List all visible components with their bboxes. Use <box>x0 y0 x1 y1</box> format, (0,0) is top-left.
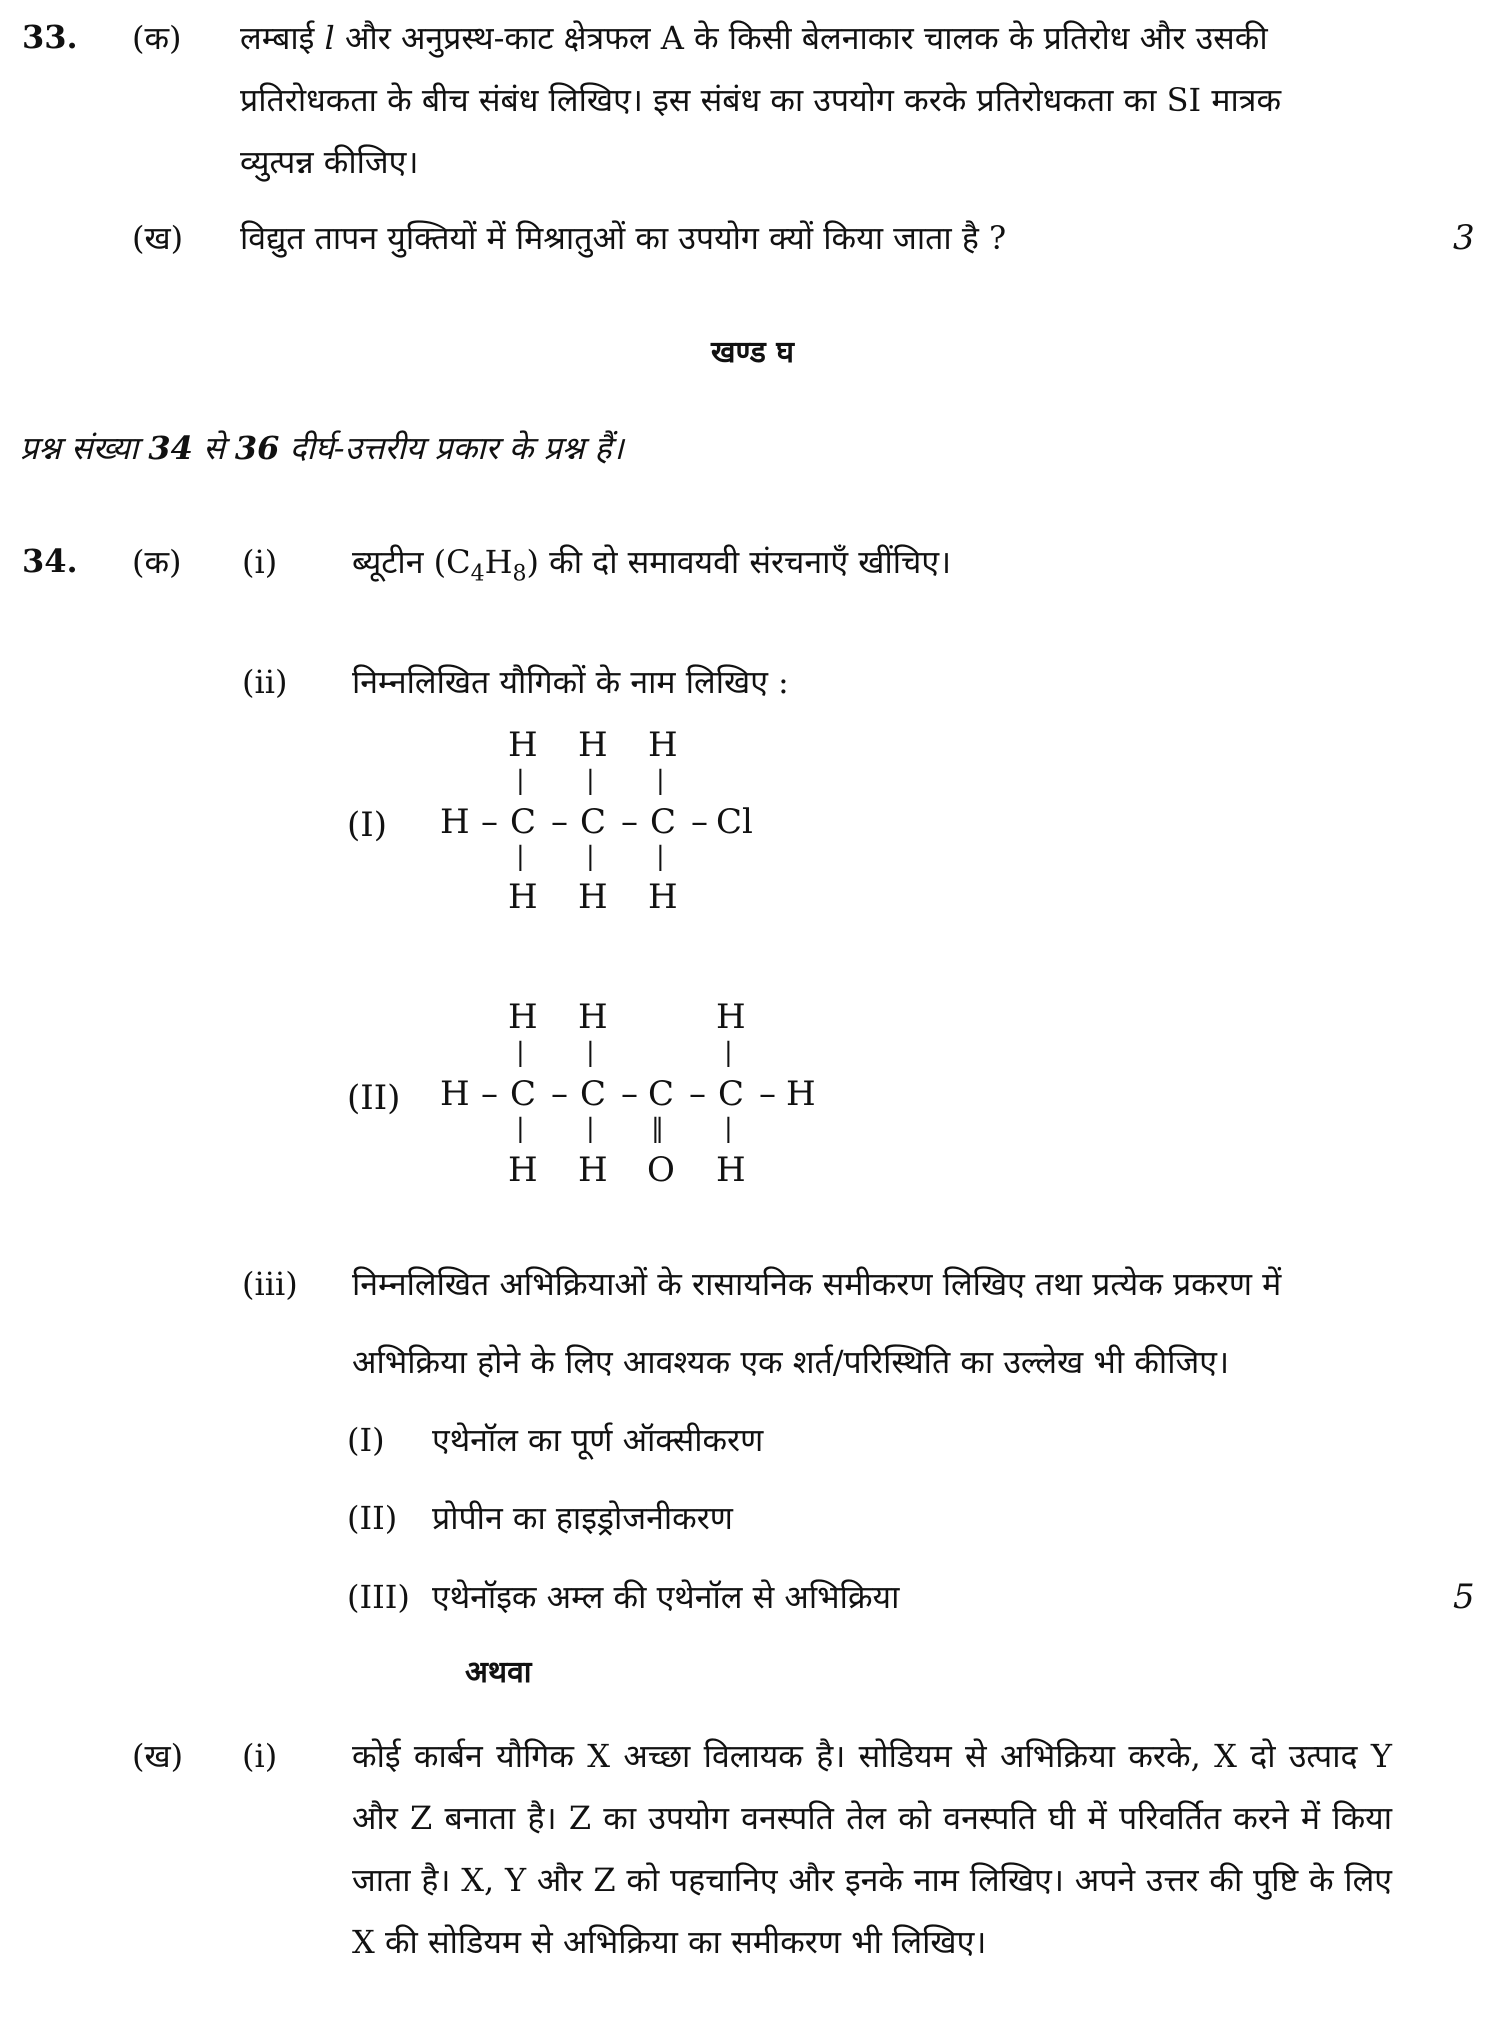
compound-1-chain-h: H <box>440 802 470 842</box>
compound-1-bond-up-3: | <box>656 766 665 796</box>
butene-post: ) की दो समावयवी संरचनाएँ खींचिए। <box>526 543 952 581</box>
instruction-mid: से <box>192 429 235 467</box>
compound-1-carbon-2: C <box>580 802 607 842</box>
compound-2-bond-2: – <box>551 1074 568 1114</box>
q34-b-i-label: (i) <box>242 1737 278 1775</box>
compound-1-bond-down-2: | <box>586 842 595 872</box>
compound-2-double-bond: ‖ <box>651 1114 664 1144</box>
compound-2-bond-down-2: | <box>586 1114 595 1144</box>
compound-1-label: (I) <box>347 805 387 845</box>
compound-2-bottom-h-4: H <box>716 1150 746 1190</box>
reaction-2-text: प्रोपीन का हाइड्रोजनीकरण <box>432 1499 733 1537</box>
instruction-pre: प्रश्न संख्या <box>20 429 149 467</box>
q33-part-a-line2: प्रतिरोधकता के बीच संबंध लिखिए। इस संबंध का उपयोग करके प्रतिरोधकता का SI मात्रक <box>240 81 1282 119</box>
compound-2-bond-1: – <box>481 1074 498 1114</box>
reaction-1-text: एथेनॉल का पूर्ण ऑक्सीकरण <box>432 1421 764 1459</box>
q34-a-i-text <box>352 542 951 594</box>
compound-2-bond-up-2: | <box>586 1038 595 1068</box>
compound-2-carbon-1: C <box>510 1074 537 1114</box>
section-title: खण्ड घ <box>710 335 794 370</box>
question-number-33: 33. <box>22 18 78 56</box>
compound-1-bond-3: – <box>621 802 638 842</box>
or-separator: अथवा <box>465 1655 532 1690</box>
butene-hydrogen-subscript: 8 <box>512 561 527 587</box>
q34-a-ii-label: (ii) <box>242 663 288 701</box>
q34-part-b-label: (ख) <box>132 1737 184 1775</box>
instruction-number-end: 36 <box>234 429 280 467</box>
reaction-1-label: (I) <box>347 1421 385 1459</box>
q34-a-iii-label: (iii) <box>242 1265 298 1303</box>
compound-1-bond-down-1: | <box>516 842 525 872</box>
q33-a-length-variable: l <box>324 19 335 57</box>
reaction-3-label: (III) <box>347 1578 410 1616</box>
compound-2-carbon-2: C <box>580 1074 607 1114</box>
compound-2-chain-h-right: H <box>786 1074 816 1114</box>
compound-2-bottom-h-1: H <box>508 1150 538 1190</box>
q33-part-b-label: (ख) <box>132 219 184 257</box>
q34-marks: 5 <box>1453 1577 1475 1617</box>
compound-2-bond-down-4: | <box>724 1114 733 1144</box>
q34-a-i-label: (i) <box>242 543 278 581</box>
compound-2-top-h-1: H <box>508 997 538 1037</box>
compound-1-bond-4: – <box>691 802 708 842</box>
q34-a-iii-line1: निम्नलिखित अभिक्रियाओं के रासायनिक समीकरण लिखिए तथा प्रत्येक प्रकरण में <box>352 1265 1282 1303</box>
q33-part-a-label: (क) <box>132 19 182 57</box>
compound-1-chlorine: Cl <box>716 802 753 842</box>
compound-1-carbon-1: C <box>510 802 537 842</box>
q33-part-a-line1 <box>240 18 1268 58</box>
compound-1-bottom-h-1: H <box>508 877 538 917</box>
q34-b-i-text: कोई कार्बन यौगिक X अच्छा विलायक है। सोडियम से अभिक्रिया करके, X दो उत्पाद Y और Z बनाता है। Z का उपयोग वनस्पति तेल को वनस्पति घी में परिवर्तित करने में किया जाता है। X, Y और Z को पहचानिए और इनके नाम लिखिए। अपने उत्तर की पुष्टि के लिए X की सोडियम से अभिक्रिया का समीकरण भी लिखिए। <box>352 1737 1392 1961</box>
reaction-3-text: एथेनॉइक अम्ल की एथेनॉल से अभिक्रिया <box>432 1578 900 1616</box>
compound-2-chain-h-left: H <box>440 1074 470 1114</box>
compound-1-bond-up-2: | <box>586 766 595 796</box>
compound-2-bond-4: – <box>689 1074 706 1114</box>
compound-1-top-h-3: H <box>648 725 678 765</box>
instruction-post: दीर्घ-उत्तरीय प्रकार के प्रश्न हैं। <box>279 429 624 467</box>
instruction-number-start: 34 <box>148 429 193 467</box>
reaction-2-label: (II) <box>347 1499 398 1537</box>
butene-carbon-subscript: 4 <box>470 561 485 587</box>
compound-1-bond-2: – <box>551 802 568 842</box>
compound-2-bottom-h-2: H <box>578 1150 608 1190</box>
compound-1-bond-down-3: | <box>656 842 665 872</box>
q34-a-iii-line2: अभिक्रिया होने के लिए आवश्यक एक शर्त/परिस्थिति का उल्लेख भी कीजिए। <box>352 1343 1230 1381</box>
compound-2-label: (II) <box>347 1078 401 1118</box>
compound-2-bond-up-1: | <box>516 1038 525 1068</box>
question-number-34: 34. <box>22 542 78 580</box>
compound-1-bottom-h-3: H <box>648 877 678 917</box>
compound-1-top-h-1: H <box>508 725 538 765</box>
compound-2-bond-5: – <box>759 1074 776 1114</box>
compound-2-top-h-2: H <box>578 997 608 1037</box>
q33-a-line1-post: और अनुप्रस्थ-काट क्षेत्रफल A के किसी बेलनाकार चालक के प्रतिरोध और उसकी <box>334 19 1268 57</box>
compound-1-bond-up-1: | <box>516 766 525 796</box>
q33-part-a-line3: व्युत्पन्न कीजिए। <box>240 143 419 181</box>
q34-a-ii-text: निम्नलिखित यौगिकों के नाम लिखिए : <box>352 663 789 701</box>
compound-2-bond-down-1: | <box>516 1114 525 1144</box>
compound-1-bottom-h-2: H <box>578 877 608 917</box>
compound-2-carbon-3: C <box>648 1074 675 1114</box>
compound-1-top-h-2: H <box>578 725 608 765</box>
section-instruction <box>20 428 624 468</box>
q33-part-b-text: विद्युत तापन युक्तियों में मिश्रातुओं का उपयोग क्यों किया जाता है ? <box>240 219 1007 257</box>
compound-2-bond-3: – <box>621 1074 638 1114</box>
q33-a-line1-pre: लम्बाई <box>240 19 325 57</box>
butene-hydrogen: H <box>484 543 513 581</box>
compound-1-bond-1: – <box>481 802 498 842</box>
q33-marks: 3 <box>1453 218 1475 258</box>
q34-part-a-label: (क) <box>132 543 182 581</box>
compound-2-carbon-4: C <box>718 1074 745 1114</box>
butene-pre: ब्यूटीन (C <box>352 543 471 581</box>
compound-2-bond-up-4: | <box>724 1038 733 1068</box>
compound-1-carbon-3: C <box>650 802 677 842</box>
compound-2-top-h-4: H <box>716 997 746 1037</box>
compound-2-bottom-oxygen: O <box>647 1150 675 1190</box>
